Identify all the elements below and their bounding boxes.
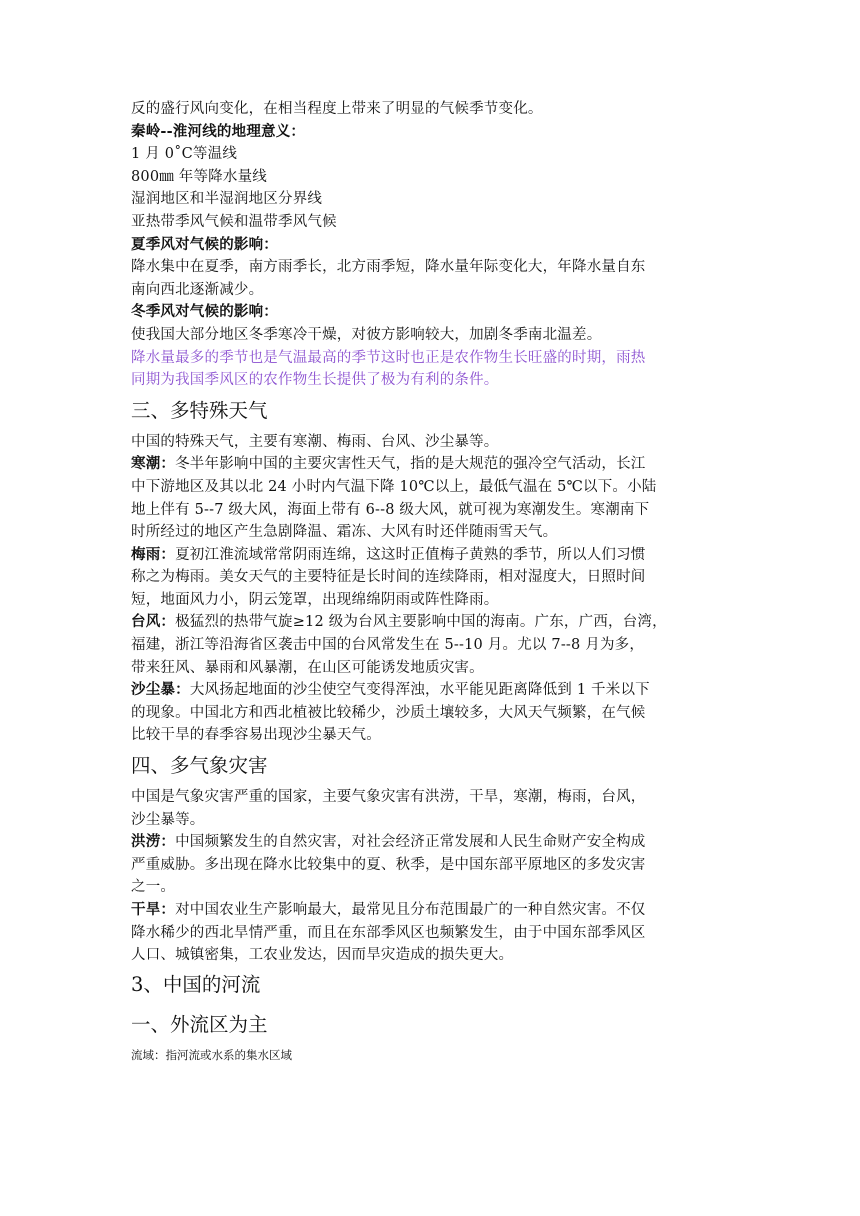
weather-disasters-intro: 沙尘暴等。 bbox=[131, 811, 205, 828]
qinling-item-1: 1 月 0˚C等温线 bbox=[131, 146, 238, 163]
qinling-item-4: 亚热带季风气候和温带季风气候 bbox=[131, 213, 337, 230]
summer-monsoon-heading: 夏季风对气候的影响： bbox=[131, 235, 278, 253]
typhoon-label: 台风： bbox=[131, 613, 176, 631]
cold-wave-text: 冬半年影响中国的主要灾害性天气，指的是大规范的强冷空气活动，长江 bbox=[175, 456, 646, 473]
drought-text: 人口、城镇密集，工农业发达，因而旱灾造成的损失更大。 bbox=[131, 947, 514, 964]
winter-monsoon-heading: 冬季风对气候的影响： bbox=[131, 303, 278, 321]
cold-wave-text: 时所经过的地区产生急剧降温、霜冻、大风有时还伴随雨雪天气。 bbox=[131, 524, 558, 541]
flood-paragraph bbox=[131, 831, 731, 854]
plum-rain-text: 夏初江淮流域常常阴雨连绵，这这时正值梅子黄熟的季节，所以人们习惯 bbox=[175, 546, 646, 563]
cold-wave-text: 地上伴有 5--7 级大风，海面上带有 6--8 级大风，就可视为寒潮发生。寒潮南下 bbox=[131, 501, 650, 518]
flood-label: 洪涝： bbox=[131, 833, 176, 851]
sandstorm-text: 大风扬起地面的沙尘使空气变得浑浊，水平能见距离降低到 1 千米以下 bbox=[189, 682, 650, 699]
highlight-note: 同期为我国季风区的农作物生长提供了极为有利的条件。 bbox=[131, 372, 499, 389]
sandstorm-text: 比较干旱的春季容易出现沙尘暴天气。 bbox=[131, 727, 381, 744]
plum-rain-label: 梅雨： bbox=[131, 545, 176, 563]
summer-monsoon-text: 降水集中在夏季，南方雨季长，北方雨季短，降水量年际变化大，年降水量自东 bbox=[131, 259, 646, 276]
weather-disasters-intro: 中国是气象灾害严重的国家，主要气象灾害有洪涝，干旱，寒潮，梅雨，台风， bbox=[131, 789, 646, 806]
sandstorm-paragraph bbox=[131, 679, 731, 702]
section-heading-exorheic: 一、外流区为主 bbox=[131, 1012, 268, 1036]
special-weather-intro: 中国的特殊天气，主要有寒潮、梅雨、台风、沙尘暴等。 bbox=[131, 433, 499, 450]
chapter-heading-rivers: 3、中国的河流 bbox=[131, 972, 261, 996]
flood-text: 严重威胁。多出现在降水比较集中的夏、秋季，是中国东部平原地区的多发灾害 bbox=[131, 856, 646, 873]
body-text-line: 反的盛行风向变化，在相当程度上带来了明显的气候季节变化。 bbox=[131, 101, 543, 117]
typhoon-text: 福建，浙江等沿海省区袭击中国的台风常发生在 5--10 月。尤以 7--8 月为多， bbox=[131, 637, 645, 654]
plum-rain-paragraph bbox=[131, 544, 731, 567]
cold-wave-paragraph bbox=[131, 453, 731, 476]
typhoon-paragraph bbox=[131, 611, 731, 634]
summer-monsoon-text: 南向西北逐渐减少。 bbox=[131, 281, 264, 298]
sandstorm-text: 的现象。中国北方和西北植被比较稀少，沙质土壤较多，大风天气频繁，在气候 bbox=[131, 704, 646, 721]
typhoon-text: 极猛烈的热带气旋≥12 级为台风主要影响中国的海南。广东，广西，台湾， bbox=[175, 614, 667, 631]
basin-definition-note: 流域：指河流或水系的集水区域 bbox=[131, 1047, 292, 1062]
flood-text: 之一。 bbox=[131, 879, 176, 896]
highlight-note: 降水量最多的季节也是气温最高的季节这时也正是农作物生长旺盛的时期，雨热 bbox=[131, 349, 646, 366]
qinling-item-2: 800㎜ 年等降水量线 bbox=[131, 168, 267, 185]
qinling-item-3: 湿润地区和半湿润地区分界线 bbox=[131, 191, 323, 208]
section-heading-special-weather: 三、多特殊天气 bbox=[131, 398, 268, 422]
qinling-huaihe-heading: 秦岭--淮河线的地理意义： bbox=[131, 122, 306, 140]
flood-text: 中国频繁发生的自然灾害，对社会经济正常发展和人民生命财产安全构成 bbox=[175, 834, 646, 851]
cold-wave-label: 寒潮： bbox=[131, 455, 176, 473]
sandstorm-label: 沙尘暴： bbox=[131, 681, 190, 699]
drought-label: 干旱： bbox=[131, 901, 176, 918]
section-heading-weather-disasters: 四、多气象灾害 bbox=[131, 754, 268, 778]
plum-rain-text: 短，地面风力小，阴云笼罩，出现绵绵阴雨或阵性降雨。 bbox=[131, 591, 499, 608]
typhoon-text: 带来狂风、暴雨和风暴潮，在山区可能诱发地质灾害。 bbox=[131, 659, 484, 676]
winter-monsoon-text: 使我国大部分地区冬季寒冷干燥，对彼方影响较大，加剧冬季南北温差。 bbox=[131, 326, 602, 343]
drought-text: 降水稀少的西北旱情严重，而且在东部季风区也频繁发生，由于中国东部季风区 bbox=[131, 924, 646, 941]
cold-wave-text: 中下游地区及其以北 24 小时内气温下降 10℃以上，最低气温在 5℃以下。小陆 bbox=[131, 478, 657, 495]
drought-text: 对中国农业生产影响最大，最常见且分布范围最广的一种自然灾害。不仅 bbox=[175, 902, 646, 918]
plum-rain-text: 称之为梅雨。美女天气的主要特征是长时间的连续降雨，相对湿度大，日照时间 bbox=[131, 569, 646, 586]
document-page bbox=[131, 98, 731, 1064]
drought-paragraph bbox=[131, 899, 731, 922]
